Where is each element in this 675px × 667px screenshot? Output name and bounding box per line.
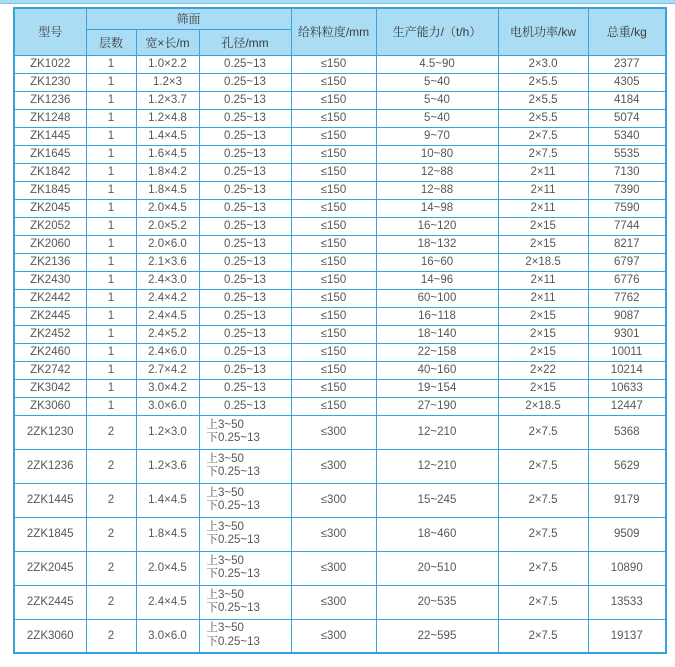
cell-capacity: 12~88 (376, 163, 498, 181)
cell-size: 2.4×4.5 (136, 307, 199, 325)
cell-weight: 5368 (588, 415, 666, 449)
cell-capacity: 12~88 (376, 181, 498, 199)
cell-aperture (199, 307, 291, 325)
cell-model: ZK2442 (14, 289, 86, 307)
cell-layers: 1 (86, 181, 136, 199)
cell-layers: 1 (86, 145, 136, 163)
cell-capacity: 18~460 (376, 517, 498, 551)
table-row (14, 415, 666, 449)
cell-capacity: 4.5~90 (376, 55, 498, 73)
cell-size: 1.4×4.5 (136, 127, 199, 145)
cell-power: 2×7.5 (498, 619, 588, 653)
aperture-line: 0.25~13 (224, 274, 266, 286)
cell-weight: 7762 (588, 289, 666, 307)
cell-capacity: 5~40 (376, 73, 498, 91)
cell-layers: 1 (86, 127, 136, 145)
cell-size: 3.0×6.0 (136, 619, 199, 653)
table-row (14, 307, 666, 325)
cell-power: 2×18.5 (498, 253, 588, 271)
cell-aperture (199, 55, 291, 73)
cell-model: ZK3042 (14, 379, 86, 397)
aperture-line: 下0.25~13 (206, 432, 260, 444)
aperture-line: 0.25~13 (224, 184, 266, 196)
aperture-line: 上3~50 (206, 622, 244, 635)
table-row (14, 483, 666, 517)
cell-power: 2×11 (498, 199, 588, 217)
aperture-line: 0.25~13 (224, 292, 266, 304)
cell-weight: 19137 (588, 619, 666, 653)
cell-model: 2ZK1230 (14, 415, 86, 449)
cell-size: 1.8×4.2 (136, 163, 199, 181)
aperture-line: 0.25~13 (224, 58, 266, 70)
cell-layers: 2 (86, 415, 136, 449)
spec-table (13, 7, 667, 654)
cell-weight: 10890 (588, 551, 666, 585)
cell-weight: 4305 (588, 73, 666, 91)
cell-layers: 1 (86, 253, 136, 271)
cell-layers: 2 (86, 517, 136, 551)
cell-layers: 1 (86, 271, 136, 289)
header-feed-size: 给料粒度/mm (291, 8, 376, 55)
aperture-line: 0.25~13 (224, 148, 266, 160)
cell-feed: ≤150 (291, 73, 376, 91)
cell-size: 2.4×3.0 (136, 271, 199, 289)
cell-power: 2×22 (498, 361, 588, 379)
cell-size: 3.0×6.0 (136, 397, 199, 415)
cell-power: 2×11 (498, 181, 588, 199)
cell-aperture (199, 449, 291, 483)
cell-power: 2×15 (498, 325, 588, 343)
cell-size: 2.1×3.6 (136, 253, 199, 271)
cell-layers: 2 (86, 619, 136, 653)
cell-layers: 2 (86, 551, 136, 585)
aperture-line: 下0.25~13 (206, 466, 260, 478)
cell-weight: 10214 (588, 361, 666, 379)
cell-model: ZK1445 (14, 127, 86, 145)
cell-aperture (199, 551, 291, 585)
cell-power: 2×7.5 (498, 415, 588, 449)
aperture-line: 0.25~13 (224, 364, 266, 376)
table-row (14, 379, 666, 397)
cell-feed: ≤150 (291, 253, 376, 271)
table-row (14, 271, 666, 289)
cell-aperture (199, 415, 291, 449)
cell-weight: 9179 (588, 483, 666, 517)
cell-model: ZK3060 (14, 397, 86, 415)
aperture-line: 0.25~13 (224, 328, 266, 340)
cell-weight: 5535 (588, 145, 666, 163)
cell-aperture (199, 235, 291, 253)
cell-feed: ≤150 (291, 109, 376, 127)
table-row (14, 517, 666, 551)
table-row (14, 585, 666, 619)
cell-feed: ≤150 (291, 397, 376, 415)
cell-aperture (199, 163, 291, 181)
table-row (14, 55, 666, 73)
header-width-length: 宽×长/m (136, 29, 199, 55)
aperture-line: 0.25~13 (224, 94, 266, 106)
cell-layers: 1 (86, 325, 136, 343)
cell-layers: 1 (86, 217, 136, 235)
cell-model: ZK2045 (14, 199, 86, 217)
cell-model: ZK1236 (14, 91, 86, 109)
cell-capacity: 9~70 (376, 127, 498, 145)
aperture-line: 上3~50 (206, 418, 244, 431)
header-model: 型号 (14, 8, 86, 55)
cell-feed: ≤300 (291, 415, 376, 449)
header-motor-power: 电机功率/kw (498, 8, 588, 55)
cell-power: 2×18.5 (498, 397, 588, 415)
table-row (14, 619, 666, 653)
aperture-line: 0.25~13 (224, 130, 266, 142)
cell-capacity: 18~140 (376, 325, 498, 343)
cell-model: 2ZK2045 (14, 551, 86, 585)
cell-aperture (199, 397, 291, 415)
aperture-line: 0.25~13 (224, 202, 266, 214)
cell-layers: 1 (86, 73, 136, 91)
cell-size: 3.0×4.2 (136, 379, 199, 397)
cell-feed: ≤150 (291, 55, 376, 73)
cell-model: ZK1022 (14, 55, 86, 73)
cell-power: 2×7.5 (498, 449, 588, 483)
cell-model: 2ZK3060 (14, 619, 86, 653)
aperture-line: 0.25~13 (224, 256, 266, 268)
aperture-line: 下0.25~13 (206, 635, 260, 648)
table-row (14, 127, 666, 145)
cell-feed: ≤150 (291, 91, 376, 109)
cell-layers: 1 (86, 343, 136, 361)
cell-weight: 6776 (588, 271, 666, 289)
cell-layers: 1 (86, 109, 136, 127)
cell-capacity: 15~245 (376, 483, 498, 517)
table-row (14, 199, 666, 217)
cell-weight: 7390 (588, 181, 666, 199)
cell-layers: 1 (86, 199, 136, 217)
cell-size: 1.4×4.5 (136, 483, 199, 517)
aperture-line: 0.25~13 (224, 112, 266, 124)
cell-size: 1.2×4.8 (136, 109, 199, 127)
cell-weight: 9301 (588, 325, 666, 343)
cell-capacity: 27~190 (376, 397, 498, 415)
cell-layers: 2 (86, 449, 136, 483)
cell-size: 2.4×6.0 (136, 343, 199, 361)
cell-model: 2ZK1236 (14, 449, 86, 483)
cell-power: 2×11 (498, 271, 588, 289)
cell-layers: 1 (86, 235, 136, 253)
cell-aperture (199, 199, 291, 217)
cell-feed: ≤300 (291, 585, 376, 619)
cell-power: 2×7.5 (498, 483, 588, 517)
cell-layers: 1 (86, 91, 136, 109)
cell-aperture (199, 379, 291, 397)
table-header (14, 8, 666, 55)
cell-feed: ≤300 (291, 449, 376, 483)
cell-size: 1.8×4.5 (136, 181, 199, 199)
cell-weight: 10011 (588, 343, 666, 361)
cell-aperture (199, 271, 291, 289)
cell-capacity: 16~60 (376, 253, 498, 271)
table-row (14, 361, 666, 379)
cell-capacity: 10~80 (376, 145, 498, 163)
cell-capacity: 12~210 (376, 449, 498, 483)
cell-aperture (199, 127, 291, 145)
cell-layers: 1 (86, 289, 136, 307)
cell-weight: 6797 (588, 253, 666, 271)
cell-power: 2×7.5 (498, 127, 588, 145)
cell-weight: 2377 (588, 55, 666, 73)
table-row (14, 181, 666, 199)
cell-feed: ≤150 (291, 325, 376, 343)
cell-aperture (199, 253, 291, 271)
cell-model: 2ZK2445 (14, 585, 86, 619)
cell-capacity: 14~96 (376, 271, 498, 289)
cell-aperture (199, 619, 291, 653)
cell-feed: ≤150 (291, 199, 376, 217)
table-row (14, 91, 666, 109)
cell-size: 1.2×3.6 (136, 449, 199, 483)
cell-capacity: 5~40 (376, 91, 498, 109)
cell-model: ZK2445 (14, 307, 86, 325)
cell-weight: 5340 (588, 127, 666, 145)
aperture-line: 0.25~13 (224, 220, 266, 232)
cell-feed: ≤300 (291, 551, 376, 585)
cell-size: 2.0×5.2 (136, 217, 199, 235)
cell-size: 2.0×4.5 (136, 551, 199, 585)
aperture-line: 0.25~13 (224, 76, 266, 88)
cell-size: 1.2×3.0 (136, 415, 199, 449)
table-row (14, 109, 666, 127)
cell-model: ZK2430 (14, 271, 86, 289)
cell-power: 2×11 (498, 163, 588, 181)
table-row (14, 163, 666, 181)
cell-feed: ≤150 (291, 217, 376, 235)
cell-size: 1.0×2.2 (136, 55, 199, 73)
cell-layers: 1 (86, 361, 136, 379)
cell-power: 2×3.0 (498, 55, 588, 73)
cell-model: 2ZK1845 (14, 517, 86, 551)
cell-feed: ≤150 (291, 163, 376, 181)
cell-weight: 7744 (588, 217, 666, 235)
cell-aperture (199, 585, 291, 619)
cell-model: ZK1645 (14, 145, 86, 163)
cell-model: ZK2060 (14, 235, 86, 253)
cell-power: 2×15 (498, 307, 588, 325)
cell-feed: ≤300 (291, 517, 376, 551)
cell-power: 2×5.5 (498, 73, 588, 91)
cell-size: 2.0×6.0 (136, 235, 199, 253)
cell-weight: 9509 (588, 517, 666, 551)
cell-power: 2×5.5 (498, 91, 588, 109)
cell-size: 1.2×3.7 (136, 91, 199, 109)
cell-feed: ≤150 (291, 127, 376, 145)
table-row (14, 253, 666, 271)
cell-size: 2.7×4.2 (136, 361, 199, 379)
cell-aperture (199, 343, 291, 361)
cell-power: 2×7.5 (498, 551, 588, 585)
cell-feed: ≤150 (291, 289, 376, 307)
header-capacity: 生产能力/（t/h） (376, 8, 498, 55)
table-row (14, 235, 666, 253)
cell-feed: ≤300 (291, 619, 376, 653)
cell-weight: 7130 (588, 163, 666, 181)
cell-power: 2×7.5 (498, 517, 588, 551)
aperture-line: 上3~50 (206, 452, 244, 465)
cell-model: ZK2460 (14, 343, 86, 361)
cell-layers: 1 (86, 163, 136, 181)
cell-layers: 1 (86, 379, 136, 397)
cell-capacity: 19~154 (376, 379, 498, 397)
cell-capacity: 18~132 (376, 235, 498, 253)
cell-model: 2ZK1445 (14, 483, 86, 517)
cell-model: ZK1230 (14, 73, 86, 91)
cell-layers: 1 (86, 307, 136, 325)
cell-power: 2×7.5 (498, 585, 588, 619)
cell-capacity: 14~98 (376, 199, 498, 217)
cell-size: 1.6×4.5 (136, 145, 199, 163)
table-row (14, 289, 666, 307)
cell-aperture (199, 361, 291, 379)
cell-feed: ≤150 (291, 343, 376, 361)
cell-feed: ≤150 (291, 379, 376, 397)
header-aperture: 孔径/mm (199, 29, 291, 55)
header-total-weight: 总重/kg (588, 8, 666, 55)
cell-aperture (199, 325, 291, 343)
aperture-line: 0.25~13 (224, 310, 266, 322)
cell-weight: 9087 (588, 307, 666, 325)
cell-aperture (199, 517, 291, 551)
table-row (14, 449, 666, 483)
table-row (14, 73, 666, 91)
aperture-line: 下0.25~13 (206, 602, 260, 614)
table-body (14, 55, 666, 653)
cell-feed: ≤300 (291, 483, 376, 517)
aperture-line: 0.25~13 (224, 238, 266, 250)
cell-feed: ≤150 (291, 145, 376, 163)
aperture-line: 0.25~13 (224, 346, 266, 358)
cell-size: 1.2×3 (136, 73, 199, 91)
table-row (14, 325, 666, 343)
top-strip (0, 0, 675, 4)
cell-model: ZK2052 (14, 217, 86, 235)
cell-layers: 2 (86, 585, 136, 619)
cell-feed: ≤150 (291, 361, 376, 379)
cell-power: 2×7.5 (498, 145, 588, 163)
cell-size: 2.4×4.5 (136, 585, 199, 619)
cell-layers: 2 (86, 483, 136, 517)
cell-weight: 12447 (588, 397, 666, 415)
cell-aperture (199, 91, 291, 109)
cell-capacity: 20~535 (376, 585, 498, 619)
cell-capacity: 22~595 (376, 619, 498, 653)
header-row-group (14, 8, 666, 29)
cell-model: ZK2452 (14, 325, 86, 343)
cell-weight: 5074 (588, 109, 666, 127)
cell-capacity: 12~210 (376, 415, 498, 449)
aperture-line: 下0.25~13 (206, 534, 260, 546)
cell-weight: 10633 (588, 379, 666, 397)
table-row (14, 343, 666, 361)
header-layers: 层数 (86, 29, 136, 55)
cell-capacity: 22~158 (376, 343, 498, 361)
cell-size: 1.8×4.5 (136, 517, 199, 551)
cell-model: ZK1842 (14, 163, 86, 181)
table-row (14, 145, 666, 163)
cell-power: 2×15 (498, 343, 588, 361)
cell-aperture (199, 181, 291, 199)
cell-power: 2×15 (498, 217, 588, 235)
cell-aperture (199, 145, 291, 163)
cell-capacity: 20~510 (376, 551, 498, 585)
cell-weight: 13533 (588, 585, 666, 619)
cell-weight: 8217 (588, 235, 666, 253)
cell-size: 2.0×4.5 (136, 199, 199, 217)
cell-feed: ≤150 (291, 181, 376, 199)
cell-layers: 1 (86, 55, 136, 73)
cell-size: 2.4×4.2 (136, 289, 199, 307)
aperture-line: 0.25~13 (224, 382, 266, 394)
table-row (14, 397, 666, 415)
cell-capacity: 5~40 (376, 109, 498, 127)
header-screen-surface-group: 筛面 (86, 8, 291, 29)
cell-power: 2×15 (498, 235, 588, 253)
aperture-line: 上3~50 (206, 554, 244, 567)
aperture-line: 下0.25~13 (206, 500, 260, 512)
table-row (14, 551, 666, 585)
cell-capacity: 16~118 (376, 307, 498, 325)
aperture-line: 上3~50 (206, 486, 244, 499)
cell-weight: 4184 (588, 91, 666, 109)
aperture-line: 上3~50 (206, 588, 244, 601)
cell-weight: 7590 (588, 199, 666, 217)
cell-aperture (199, 289, 291, 307)
cell-aperture (199, 483, 291, 517)
cell-power: 2×5.5 (498, 109, 588, 127)
table-row (14, 217, 666, 235)
cell-capacity: 60~100 (376, 289, 498, 307)
aperture-line: 上3~50 (206, 520, 244, 533)
aperture-line: 0.25~13 (224, 166, 266, 178)
cell-capacity: 40~160 (376, 361, 498, 379)
cell-weight: 5629 (588, 449, 666, 483)
cell-aperture (199, 109, 291, 127)
cell-feed: ≤150 (291, 235, 376, 253)
cell-model: ZK2136 (14, 253, 86, 271)
cell-power: 2×15 (498, 379, 588, 397)
cell-power: 2×11 (498, 289, 588, 307)
cell-model: ZK2742 (14, 361, 86, 379)
cell-aperture (199, 217, 291, 235)
cell-model: ZK1248 (14, 109, 86, 127)
cell-size: 2.4×5.2 (136, 325, 199, 343)
cell-layers: 1 (86, 397, 136, 415)
aperture-line: 0.25~13 (224, 400, 266, 412)
cell-model: ZK1845 (14, 181, 86, 199)
cell-feed: ≤150 (291, 271, 376, 289)
cell-capacity: 16~120 (376, 217, 498, 235)
cell-aperture (199, 73, 291, 91)
cell-feed: ≤150 (291, 307, 376, 325)
aperture-line: 下0.25~13 (206, 568, 260, 580)
